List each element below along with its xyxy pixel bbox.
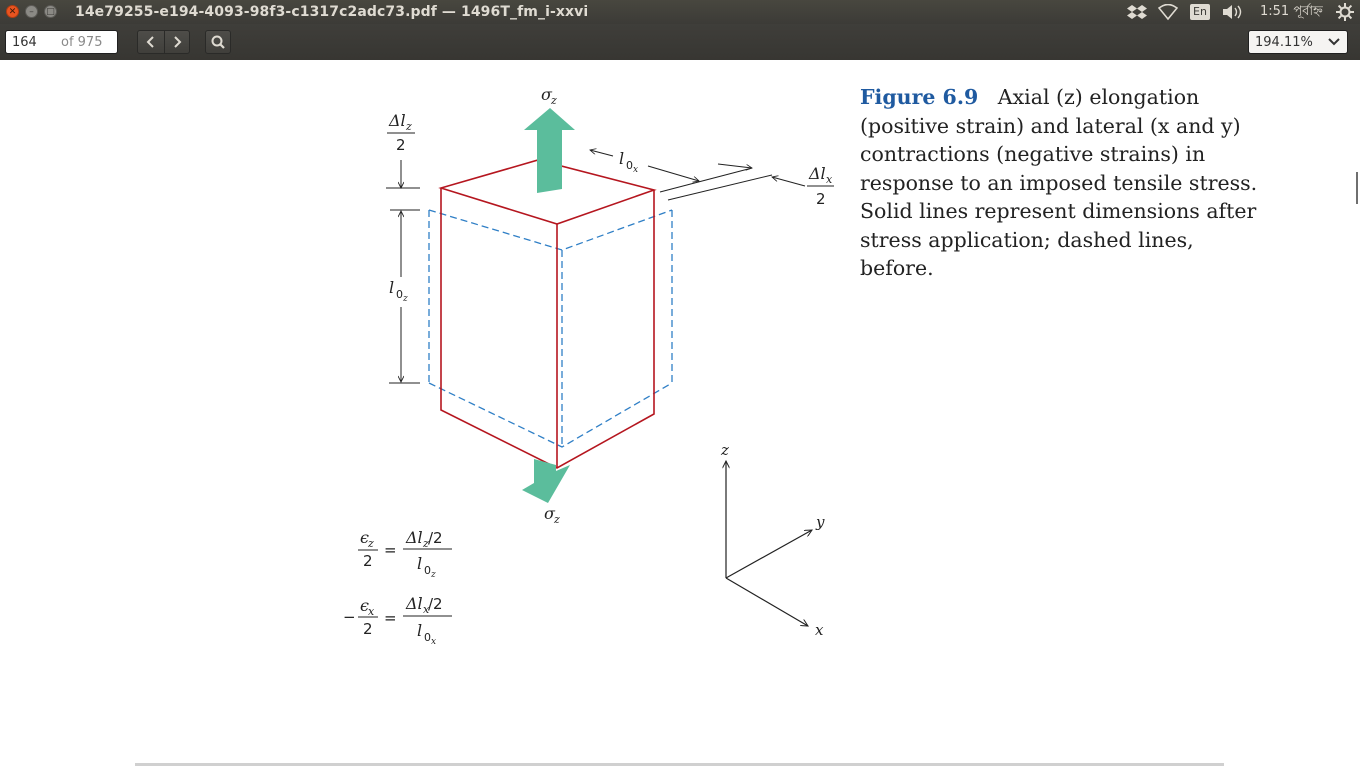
svg-text:l: l [417, 554, 423, 573]
delta-lx-dimension [660, 164, 805, 200]
l0x-dimension [590, 150, 699, 181]
zoom-value: 194.11% [1255, 35, 1313, 50]
axis-x-label: x [815, 621, 824, 639]
svg-text:Δl: Δl [406, 528, 423, 547]
svg-text:=: = [384, 541, 397, 559]
figure-caption [860, 83, 1270, 283]
window-title: 14e79255-e194-4093-98f3-c1317c2adc73.pdf — 1496T_fm_i-xxvi [75, 4, 589, 20]
svg-text:z: z [554, 513, 560, 526]
volume-icon[interactable] [1222, 4, 1246, 22]
svg-text:x: x [431, 637, 437, 647]
l0z-label [389, 278, 408, 304]
svg-text:2: 2 [396, 136, 406, 154]
figure-6-9-diagram [330, 70, 860, 660]
chevron-right-icon [164, 31, 190, 53]
strain-z-equation [358, 528, 452, 580]
keyboard-language-indicator[interactable]: En [1190, 4, 1210, 20]
total-pages: of 975 [61, 35, 103, 50]
zoom-selector[interactable] [1248, 30, 1348, 54]
deformed-box-solid [441, 160, 654, 468]
page-number-entry[interactable] [5, 30, 118, 54]
minimize-icon: – [29, 7, 34, 17]
svg-text:ϵ: ϵ [360, 596, 369, 615]
maximize-icon: □ [46, 7, 55, 17]
figure-caption-label: Figure 6.9 [860, 85, 979, 109]
svg-text:Δl: Δl [809, 164, 826, 183]
svg-text:−: − [343, 608, 356, 626]
svg-text:/2: /2 [428, 595, 443, 613]
figure-caption-text: Axial (z) elongation (positive strain) and lateral (x and y) contractions (negative strains) in response to an imposed tensile stress. Solid lines represent dimensions after stress application; dashed lines, before. [860, 85, 1258, 280]
page-navigation [137, 30, 190, 54]
svg-text:0: 0 [424, 564, 431, 577]
svg-text:0: 0 [626, 159, 633, 172]
find-button[interactable] [205, 30, 231, 54]
sigma-z-top-label [541, 85, 557, 107]
svg-text:z: z [406, 120, 412, 133]
coordinate-axes [726, 461, 812, 626]
original-box-dashed [429, 210, 672, 447]
next-page-button[interactable] [164, 31, 190, 53]
delta-lz-half-label [387, 111, 415, 154]
l0x-label [619, 149, 638, 175]
svg-text:ϵ: ϵ [360, 528, 369, 547]
axis-y-label: y [816, 513, 825, 531]
svg-text:z: z [551, 94, 557, 107]
svg-text:x: x [826, 173, 833, 186]
svg-text:z: z [368, 537, 374, 550]
svg-text:=: = [384, 609, 397, 627]
sigma-z-bottom-label [544, 504, 560, 526]
clock[interactable]: 1:51 পূর্বাহ্ন [1260, 4, 1323, 19]
svg-text:z: z [431, 570, 436, 580]
svg-text:x: x [633, 165, 639, 175]
page-separator [135, 763, 1224, 766]
svg-text:l: l [619, 149, 625, 168]
svg-text:σ: σ [541, 85, 552, 104]
power-gear-icon[interactable] [1336, 3, 1354, 21]
delta-lz-dimension [386, 160, 420, 383]
window-close-button[interactable] [6, 5, 19, 18]
svg-text:z: z [403, 294, 408, 304]
svg-text:z: z [423, 537, 429, 550]
wifi-icon[interactable] [1158, 4, 1178, 22]
svg-text:/2: /2 [428, 529, 443, 547]
axis-z-label: z [721, 441, 729, 459]
svg-text:Δl: Δl [406, 594, 423, 613]
current-page[interactable]: 164 [12, 35, 37, 50]
dropbox-icon[interactable] [1127, 4, 1147, 22]
svg-text:l: l [389, 278, 395, 297]
search-icon [206, 31, 230, 53]
svg-text:x: x [368, 605, 375, 618]
document-toolbar [0, 24, 1360, 61]
svg-text:x: x [423, 603, 430, 616]
svg-text:2: 2 [363, 620, 373, 638]
svg-text:2: 2 [816, 190, 826, 208]
close-icon: ✕ [8, 7, 17, 17]
previous-page-button[interactable] [138, 31, 165, 53]
svg-text:Δl: Δl [389, 111, 406, 130]
strain-x-equation [343, 594, 452, 647]
svg-text:σ: σ [544, 504, 555, 523]
svg-text:0: 0 [424, 631, 431, 644]
svg-text:2: 2 [363, 552, 373, 570]
delta-lx-half-label [807, 164, 834, 208]
window-minimize-button[interactable] [25, 5, 38, 18]
top-stress-arrow [524, 108, 575, 193]
scrollbar-indicator[interactable] [1356, 172, 1358, 204]
chevron-left-icon [138, 31, 164, 53]
chevron-down-icon [1327, 37, 1341, 47]
svg-text:l: l [417, 621, 423, 640]
top-panel [0, 0, 1360, 24]
svg-text:0: 0 [396, 288, 403, 301]
window-maximize-button[interactable] [44, 5, 57, 18]
